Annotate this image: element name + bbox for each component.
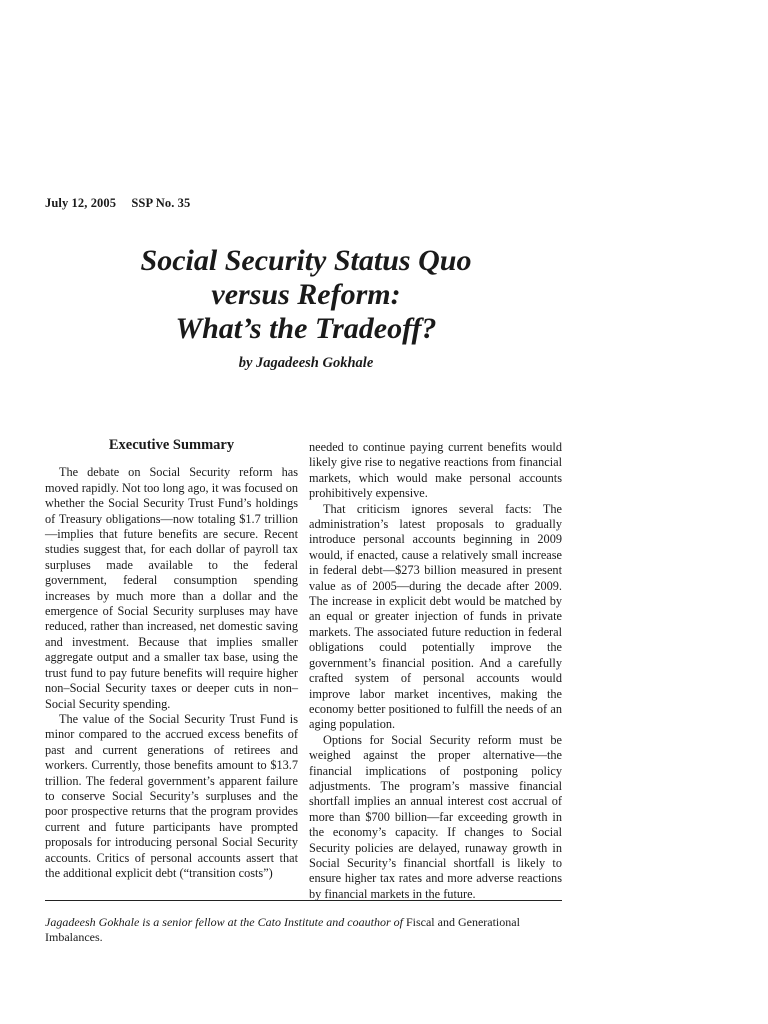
page-title	[100, 244, 512, 346]
left-column	[45, 438, 298, 881]
executive-summary-heading: Executive Summary	[108, 437, 235, 453]
footnote-book-title: Fiscal and Generational Imbalances.	[45, 915, 520, 944]
publication-date: July 12, 2005	[45, 196, 117, 210]
footnote-italic-text: Jagadeesh Gokhale is a senior fellow at the Cato Institute and coauthor of	[45, 915, 406, 929]
summary-paragraph: Options for Social Security reform must be weighed against the proper alternative—the financial implications of postponing policy adjustments. The program’s massive financial shortfall implies an annual interest cost accrual of more than $700 billion—far exceeding growth in the economy’s capacity. If changes to Social Security policies are delayed, runaway growth in Social Security’s financial shortfall is likely to ensure higher tax rates and more adverse reactions by financial markets in the future.	[309, 732, 562, 901]
title-line-1: Social Security Status Quo	[140, 244, 472, 277]
dateline	[45, 196, 190, 211]
summary-paragraph: The value of the Social Security Trust Fund is minor compared to the accrued excess benefits of past and current generations of retirees and workers. Currently, those benefits amount to $13.7 trillion. The federal government’s apparent failure to conserve Social Security’s surpluses and the poor prospective returns that the program provides current and future participants have prompted proposals for introducing personal Social Security accounts. Critics of personal accounts assert that the additional explicit debt (“transition costs”)	[45, 711, 298, 880]
summary-paragraph: That criticism ignores several facts: The administration’s latest proposals to gradually introduce personal accounts beginning in 2009 would, if enacted, cause a relatively small increase in federal debt—$273 billion measured in present value as of 2005—during the decade after 2009. The increase in explicit debt would be matched by an equal or greater injection of funds in private markets. The associated future reduction in federal obligations could potentially improve the government’s financial position. And a carefully crafted system of personal accounts would improve labor market incentives, making the economy better positioned to fulfill the needs of an aging population.	[309, 501, 562, 732]
author-footnote	[45, 915, 562, 945]
issue-number: SSP No. 35	[131, 196, 191, 210]
title-line-3: What’s the Tradeoff?	[175, 312, 437, 345]
footnote-divider	[45, 900, 562, 901]
right-column	[309, 440, 562, 902]
title-line-2: versus Reform:	[211, 278, 401, 311]
summary-paragraph: needed to continue paying current benefits would likely give rise to negative reactions from financial markets, which would make personal accounts prohibitively expensive.	[309, 440, 562, 501]
byline: by Jagadeesh Gokhale	[238, 355, 374, 371]
summary-paragraph: The debate on Social Security reform has moved rapidly. Not too long ago, it was focused on whether the Social Security Trust Fund’s holdings of Treasury obligations—now totaling $1.7 trillion—implies that future benefits are secure. Recent studies suggest that, for each dollar of payroll tax surpluses made available to the federal government, federal consumption spending increases by much more than a dollar and the emergence of Social Security surpluses may have reduced, rather than increased, net domestic saving and investment. Because that implies smaller aggregate output and a smaller tax base, using the trust fund to pay future benefits will require higher non–Social Security taxes or deeper cuts in non–Social Security spending.	[45, 465, 298, 711]
